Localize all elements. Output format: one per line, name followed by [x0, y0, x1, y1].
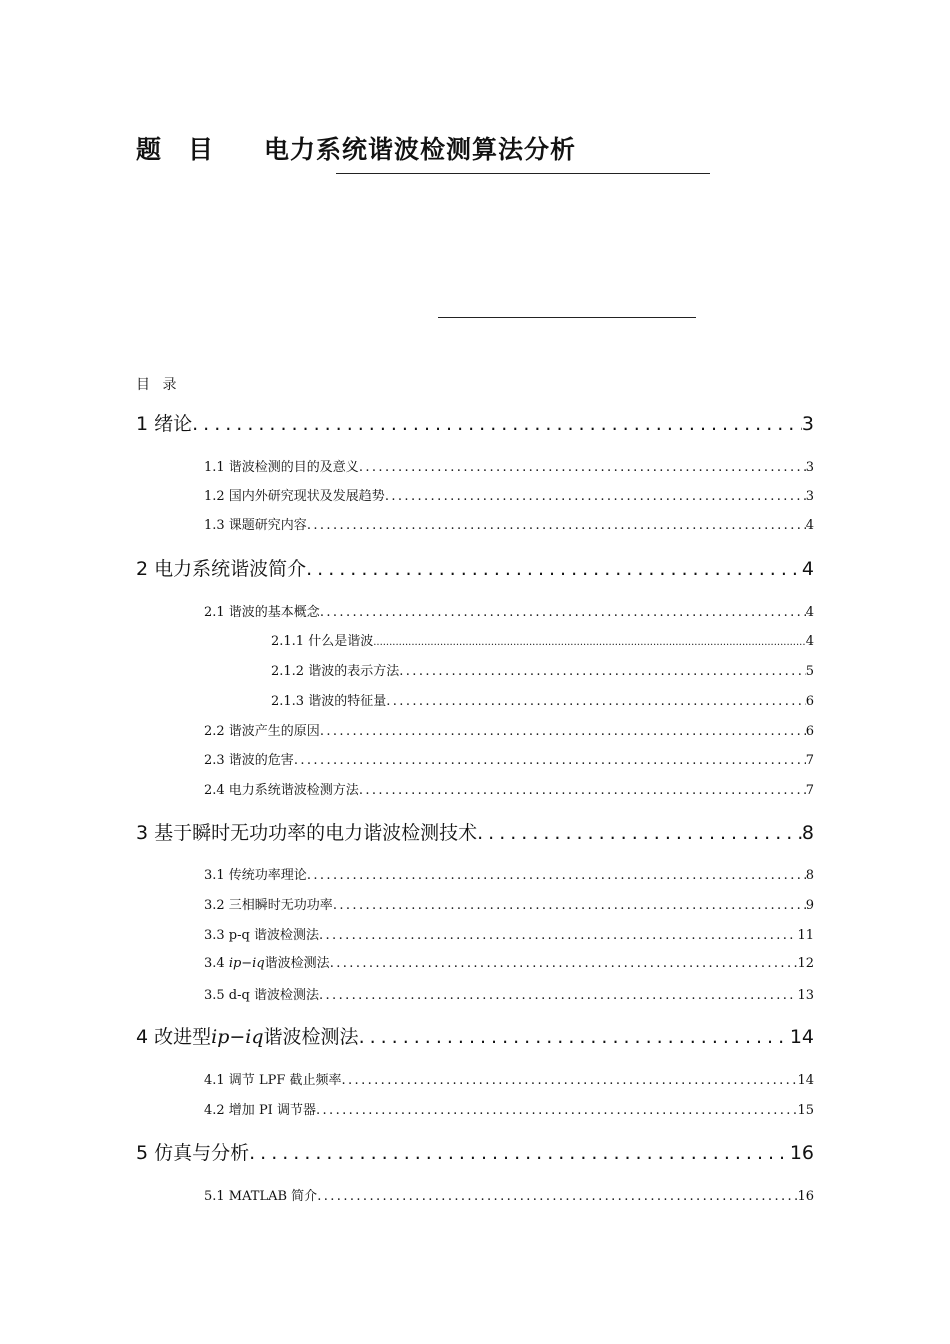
toc-heading: 目 录 — [136, 377, 181, 393]
toc-entry-label — [136, 1022, 359, 1049]
toc-entry-2-1[interactable] — [204, 601, 814, 620]
toc-leader — [319, 928, 797, 943]
toc-entry-2-4[interactable] — [204, 779, 814, 798]
toc-entry-2-1-3[interactable] — [271, 690, 814, 709]
toc-entry-label-prefix: 3.4 — [204, 956, 229, 971]
toc-entry-3-4[interactable] — [204, 952, 814, 971]
toc-entry-2-1-1[interactable] — [271, 630, 814, 649]
toc-page-number: 4 — [805, 518, 814, 533]
toc-leader — [359, 783, 806, 798]
toc-entry-label: 1.1 谐波检测的目的及意义 — [204, 460, 359, 475]
toc-leader — [385, 489, 806, 504]
toc-page-number: 6 — [805, 724, 814, 739]
toc-page-number: 4 — [805, 634, 814, 649]
toc-entry-label: 5 仿真与分析 — [136, 1142, 250, 1164]
toc-entry-label: 1 绪论 — [136, 413, 193, 435]
toc-entry-2-1-2[interactable] — [271, 660, 814, 679]
toc-page-number: 3 — [805, 489, 814, 504]
toc-entry-4-2[interactable] — [204, 1099, 814, 1118]
toc-leader — [307, 868, 806, 883]
toc-entry-label: 3.3 p-q 谐波检测法 — [204, 928, 319, 943]
toc-entry-label: 2.1.1 什么是谐波 — [271, 634, 374, 649]
toc-page-number: 16 — [797, 1189, 814, 1204]
toc-entry-ch4[interactable] — [136, 1022, 814, 1049]
toc-leader — [341, 1073, 797, 1088]
toc-entry-label: 4.2 增加 PI 调节器 — [204, 1103, 316, 1118]
toc-entry-1-1[interactable] — [204, 456, 814, 475]
toc-entry-ch3[interactable] — [136, 818, 814, 845]
toc-entry-label: 1.3 课题研究内容 — [204, 518, 307, 533]
toc-entry-5-1[interactable] — [204, 1185, 814, 1204]
toc-leader — [320, 724, 806, 739]
toc-entry-label-prefix: 4 改进型 — [136, 1026, 212, 1048]
toc-page-number: 4 — [805, 605, 814, 620]
blank-field-underline — [438, 317, 696, 318]
toc-page-number: 16 — [789, 1142, 814, 1164]
toc-entry-label: 4.1 调节 LPF 截止频率 — [204, 1073, 342, 1088]
title-underline — [336, 173, 710, 174]
toc-entry-label: 3.2 三相瞬时无功功率 — [204, 898, 333, 913]
toc-entry-ch1[interactable] — [136, 409, 814, 436]
toc-entry-1-2[interactable] — [204, 485, 814, 504]
toc-page-number: 5 — [805, 664, 814, 679]
toc-page-number: 7 — [805, 783, 814, 798]
toc-page-number: 8 — [805, 868, 814, 883]
toc-entry-label: 2.1.2 谐波的表示方法 — [271, 664, 400, 679]
toc-leader — [373, 637, 806, 648]
toc-entry-label: 2.1.3 谐波的特征量 — [271, 694, 387, 709]
toc-entry-2-3[interactable] — [204, 749, 814, 768]
toc-page-number: 7 — [805, 753, 814, 768]
toc-entry-label: 5.1 MATLAB 简介 — [204, 1189, 318, 1204]
toc-leader — [359, 460, 806, 475]
math-ip-iq: ip−iq — [228, 956, 265, 971]
toc-entry-label: 3.1 传统功率理论 — [204, 868, 307, 883]
toc-leader — [359, 1026, 790, 1048]
toc-entry-label: 2.2 谐波产生的原因 — [204, 724, 320, 739]
toc-entry-label: 3.5 d-q 谐波检测法 — [204, 988, 319, 1003]
toc-entry-label: 1.2 国内外研究现状及发展趋势 — [204, 489, 385, 504]
toc-page-number: 13 — [797, 988, 814, 1003]
toc-entry-3-3[interactable] — [204, 924, 814, 943]
toc-leader — [333, 898, 806, 913]
toc-page-number: 15 — [797, 1103, 814, 1118]
toc-page-number: 8 — [801, 822, 814, 844]
toc-entry-3-1[interactable] — [204, 864, 814, 883]
toc-page-number: 9 — [805, 898, 814, 913]
toc-entry-label: 2.3 谐波的危害 — [204, 753, 294, 768]
toc-entry-label: 2 电力系统谐波简介 — [136, 558, 307, 580]
math-ip-iq: ip−iq — [211, 1026, 264, 1048]
toc-page-number: 3 — [805, 460, 814, 475]
toc-entry-label: 3 基于瞬时无功功率的电力谐波检测技术 — [136, 822, 478, 844]
toc-page-number: 12 — [797, 956, 814, 971]
thesis-title: 电力系统谐波检测算法分析 — [264, 135, 577, 164]
toc-leader — [307, 518, 806, 533]
toc-leader — [477, 822, 802, 844]
toc-leader — [316, 1103, 797, 1118]
toc-page-number: 14 — [789, 1026, 814, 1048]
toc-entry-label: 2.1 谐波的基本概念 — [204, 605, 320, 620]
toc-page-number: 14 — [797, 1073, 814, 1088]
toc-entry-1-3[interactable] — [204, 514, 814, 533]
toc-entry-2-2[interactable] — [204, 720, 814, 739]
toc-page-number: 6 — [805, 694, 814, 709]
toc-leader — [192, 413, 802, 435]
toc-entry-3-5[interactable] — [204, 984, 814, 1003]
toc-leader — [386, 694, 806, 709]
toc-leader — [317, 1189, 797, 1204]
toc-entry-label-suffix: 谐波检测法 — [264, 956, 330, 971]
toc-leader — [294, 753, 806, 768]
toc-entry-4-1[interactable] — [204, 1069, 814, 1088]
toc-entry-3-2[interactable] — [204, 894, 814, 913]
toc-entry-label-suffix: 谐波检测法 — [263, 1026, 359, 1048]
toc-entry-ch5[interactable] — [136, 1138, 814, 1165]
toc-entry-label: 2.4 电力系统谐波检测方法 — [204, 783, 359, 798]
toc-leader — [249, 1142, 790, 1164]
toc-leader — [330, 956, 798, 971]
toc-page-number: 3 — [801, 413, 814, 435]
toc-leader — [319, 988, 797, 1003]
toc-leader — [306, 558, 802, 580]
toc-entry-label — [204, 952, 330, 971]
toc-page-number: 4 — [801, 558, 814, 580]
toc-page-number: 11 — [797, 928, 814, 943]
toc-leader — [320, 605, 806, 620]
title-label: 题 目 — [136, 135, 215, 164]
toc-entry-ch2[interactable] — [136, 554, 814, 581]
toc-leader — [399, 664, 806, 679]
